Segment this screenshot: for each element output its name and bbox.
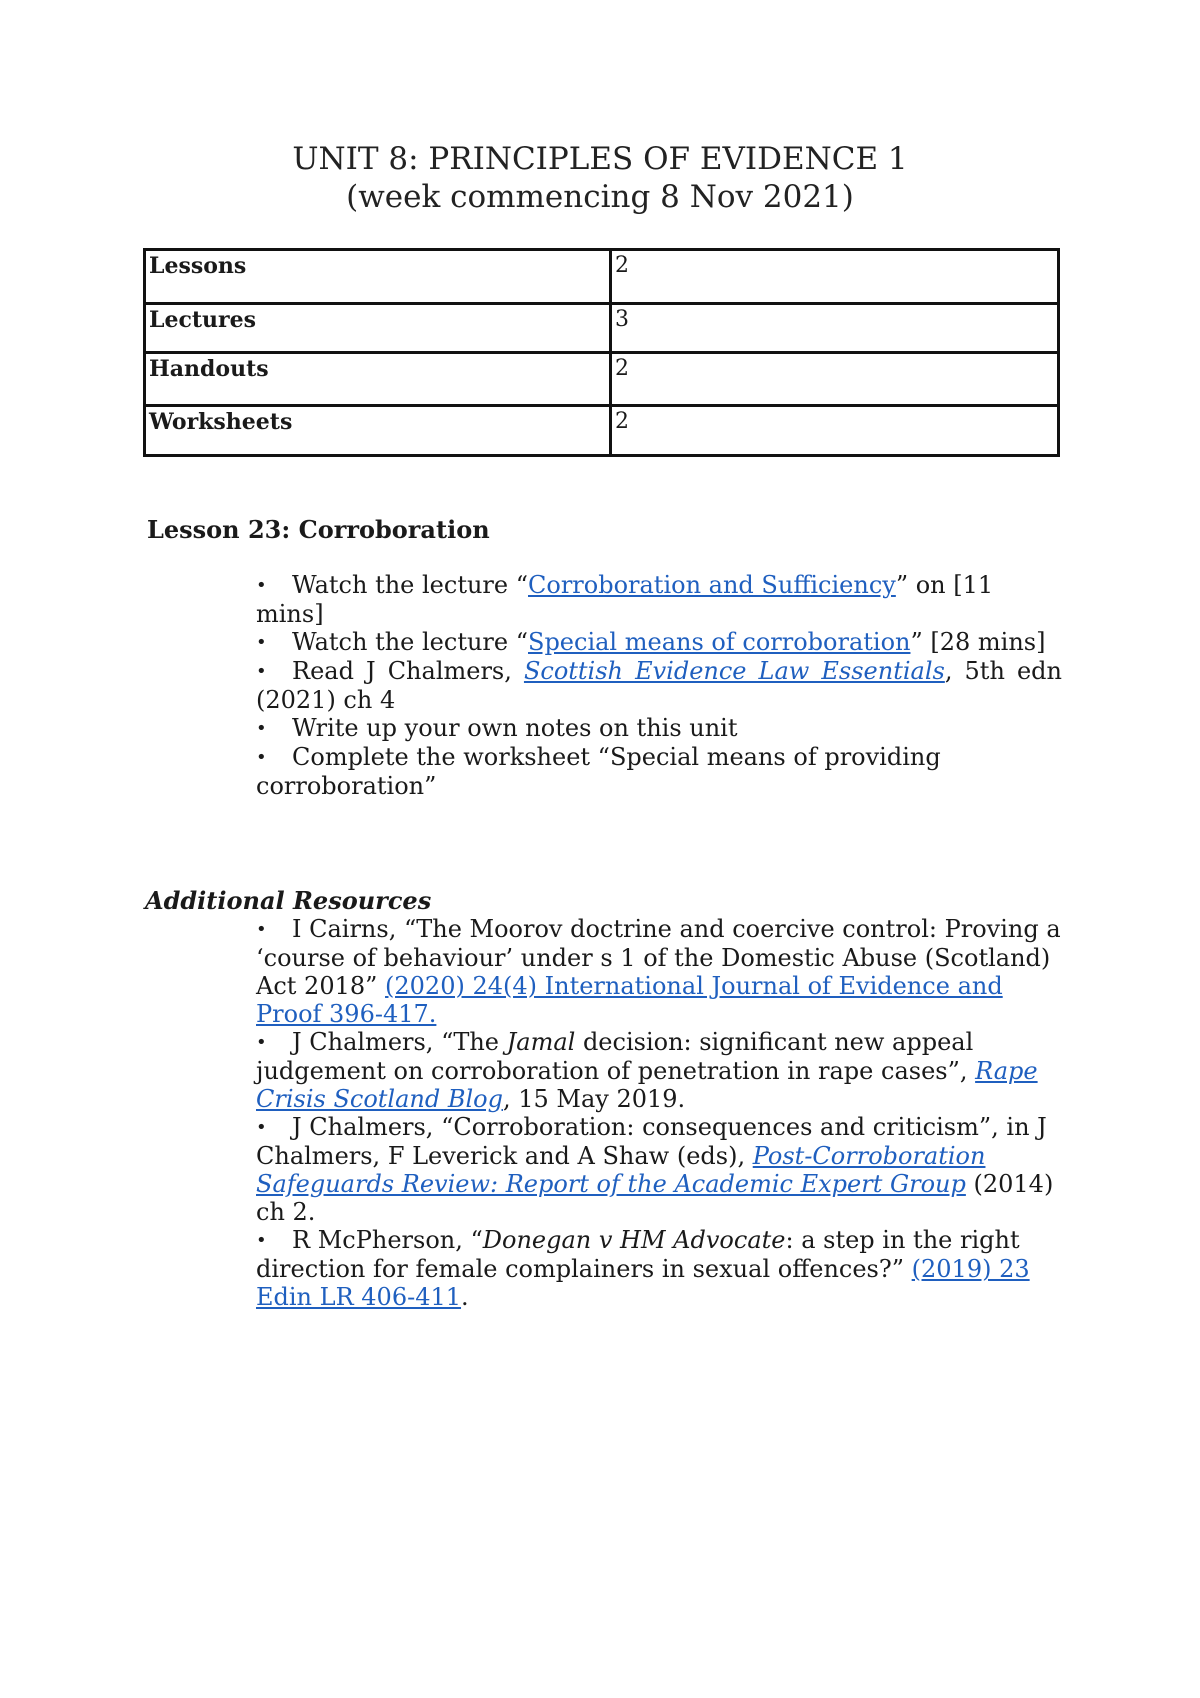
bullet-icon: • [256,919,267,940]
journal-link-edin-lr[interactable]: (2019) 23 Edin LR 406-411 [256,1255,1030,1311]
item-text: R McPherson, “ [292,1226,483,1254]
report-link-post-corroboration[interactable]: Post-Corroboration Safeguards Review: Report of the Academic Expert Group [256,1142,986,1198]
item-text: I Cairns, “The Moorov doctrine and coercive control: Proving a ‘course of behaviour’ under s 1 of the Domestic Abuse (Scotland) Act 2018” [256,915,1061,1000]
bullet-icon: • [256,718,267,739]
bullet-icon: • [256,661,267,682]
lesson-heading: Lesson 23: Corroboration [147,515,490,544]
row-label: Worksheets [145,406,611,456]
page-title [0,140,1200,216]
book-link-evidence-law-essentials[interactable]: Scottish Evidence Law Essentials [523,657,945,685]
list-item [256,743,1062,800]
item-text: ” [28 mins] [910,628,1046,656]
blog-link-rape-crisis[interactable]: Rape Crisis Scotland Blog [256,1057,1038,1113]
additional-resources-list [256,915,1062,1311]
list-item [256,628,1062,657]
item-italic: Jamal [506,1028,576,1056]
item-text: Watch the lecture “ [292,628,528,656]
row-label: Handouts [145,353,611,406]
item-text: Write up your own notes on this unit [292,714,738,742]
table-row [145,406,1059,456]
item-text: Read J Chalmers, [292,657,524,685]
row-label: Lessons [145,250,611,304]
item-text: J Chalmers, “The [292,1028,507,1056]
list-item [256,1113,1062,1226]
lesson-task-list [256,571,1062,800]
item-italic: Donegan v HM Advocate [482,1226,786,1254]
table-row [145,250,1059,304]
item-text: , 5th edn (2021) ch 4 [256,657,1062,714]
additional-resources-heading: Additional Resources [145,886,432,915]
bullet-icon: • [256,1117,267,1138]
item-text: Complete the worksheet “Special means of providing corroboration” [256,743,941,800]
table-row [145,304,1059,353]
list-item [256,1028,1062,1113]
item-text: decision: significant new appeal judgement on corroboration of penetration in rape cases”, [256,1028,976,1085]
list-item [256,915,1062,1028]
subtitle-line: (week commencing 8 Nov 2021) [346,179,854,215]
list-item [256,1226,1062,1311]
item-text: : a step in the right direction for female complainers in sexual offences?” [256,1226,1020,1283]
bullet-icon: • [256,1230,267,1251]
bullet-icon: • [256,1032,267,1053]
list-item [256,571,1062,628]
list-item [256,714,1062,743]
list-item [256,657,1062,714]
item-text: (2014) ch 2. [256,1170,1054,1226]
row-value: 2 [611,353,1059,406]
lecture-link-special-means[interactable]: Special means of corroboration [528,628,911,656]
row-value: 2 [611,250,1059,304]
bullet-icon: • [256,632,267,653]
row-value: 3 [611,304,1059,353]
item-text: Watch the lecture “ [292,571,528,599]
lecture-link-corroboration-sufficiency[interactable]: Corroboration and Sufficiency [528,571,896,599]
summary-table [143,248,1060,457]
item-text: , 15 May 2019. [502,1085,686,1113]
table-row [145,353,1059,406]
journal-link-ijep[interactable]: (2020) 24(4) International Journal of Evidence and Proof 396-417. [256,972,1003,1028]
bullet-icon: • [256,747,267,768]
item-text: J Chalmers, “Corroboration: consequences and criticism”, in J Chalmers, F Leverick and A Shaw (eds), [256,1113,1047,1170]
title-line: UNIT 8: PRINCIPLES OF EVIDENCE 1 [292,141,908,177]
item-text: . [461,1283,469,1311]
row-value: 2 [611,406,1059,456]
row-label: Lectures [145,304,611,353]
bullet-icon: • [256,575,267,596]
item-text: ” on [11 mins] [256,571,994,628]
